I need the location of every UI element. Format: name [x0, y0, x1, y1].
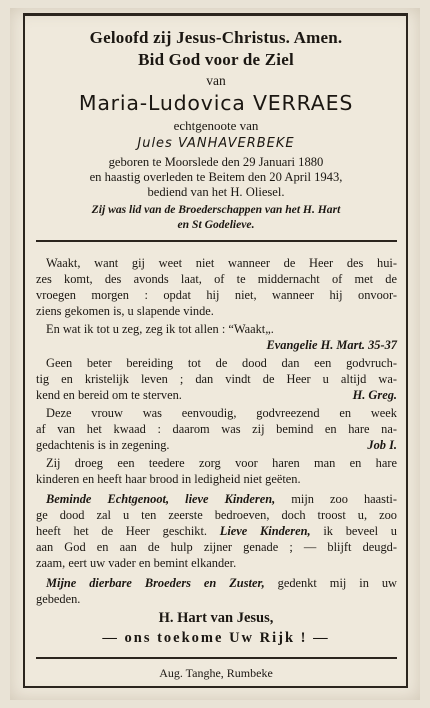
top-border: [23, 13, 408, 16]
header-van: van: [206, 73, 226, 88]
printer-credit: Aug. Tanghe, Rumbeke: [159, 666, 273, 680]
p6-italic-a: Beminde Echtgenoot, lieve Kinderen,: [46, 492, 276, 506]
p3-line: kend en bereid om te sterven.: [36, 388, 182, 402]
death-line: en haastig overleden te Beitem den 20 April 1943,: [89, 170, 343, 184]
p6-line: aan God en aan de hulp zijner genade ; — blijft deugd-: [36, 540, 397, 554]
closing-line-2: — ons toekome Uw Rijk ! —: [102, 630, 330, 646]
p6-line-3: [36, 523, 397, 539]
p6-line3-b: ik beveel u: [310, 524, 397, 538]
right-border: [406, 13, 408, 688]
p5-line: kinderen en heeft haar brood in ledigheid niet geëten.: [36, 472, 301, 486]
p6-line: ge dood zal u ten zeerste bedroeven, doch troost u, zoo: [36, 508, 397, 522]
p3-line: tig en kristelijk leven ; dan vindt de Heer u altijd wa-: [36, 372, 397, 386]
p7-line-1: [36, 575, 397, 591]
bottom-border: [23, 686, 408, 688]
header-line-1: Geloofd zij Jesus-Christus. Amen.: [89, 28, 343, 47]
left-border: [23, 13, 25, 688]
paragraph-5: [36, 455, 397, 487]
p4-line: Deze vrouw was eenvoudig, godvreezend en week: [46, 406, 397, 420]
husband-name: Jules VANHAVERBEKE: [137, 136, 295, 151]
paragraph-1: [36, 255, 397, 319]
p1-line: zes komt, des avonds laat, of te middernacht of met de: [36, 272, 397, 286]
p7-italic: Mijne dierbare Broeders en Zuster,: [46, 576, 265, 590]
p6-line: zaam, eert uw vader en bemint elkander.: [36, 556, 237, 570]
p4-line: af van het kwaad : daarom was zij bemind en hare na-: [36, 422, 397, 436]
paragraph-2: En wat ik tot u zeg, zeg ik tot allen : “Waakt„.: [46, 322, 274, 336]
spouse-of-label: echtgenoote van: [173, 118, 259, 133]
closing-line-1: H. Hart van Jesus,: [158, 610, 274, 626]
p5-line: Zij droeg een teedere zorg voor haren man en hare: [46, 456, 397, 470]
p6-line3-a: heeft het de Heer geschikt.: [36, 524, 220, 538]
p7-line: gebeden.: [36, 592, 81, 606]
p3-line: Geen beter bereiding tot de dood dan een godvruch-: [46, 356, 397, 370]
membership-line-2: en St Godelieve.: [177, 218, 255, 231]
p2-source: Evangelie H. Mart. 35-37: [266, 338, 397, 352]
paragraph-7: [36, 575, 397, 607]
divider-top: [36, 240, 397, 242]
p6-line-1: [36, 491, 397, 507]
p6-line3-italic: Lieve Kinderen,: [219, 524, 311, 538]
membership-line-1: Zij was lid van de Broederschappen van het H. Hart: [91, 203, 341, 216]
p4-source: Job I.: [367, 438, 397, 452]
birth-line: geboren te Moorslede den 29 Januari 1880: [108, 155, 324, 169]
p1-line: ziens gekomen is, u slapende vinde.: [36, 304, 214, 318]
header-line-2: Bid God voor de Ziel: [138, 50, 294, 69]
p1-line: Waakt, want gij weet niet wanneer de Heer des hui-: [46, 256, 397, 270]
p4-line: gedachtenis is in zegening.: [36, 438, 170, 452]
p7-rest: gedenkt mij in uw: [264, 576, 397, 590]
divider-bottom: [36, 657, 397, 659]
sacrament-line: bediend van het H. Oliesel.: [147, 185, 285, 199]
p3-source: H. Greg.: [352, 388, 397, 402]
deceased-name: Maria-Ludovica VERRAES: [78, 91, 354, 115]
p1-line: vroegen morgen : opdat hij niet, wanneer hij onvoor-: [36, 288, 397, 302]
p6-rest-a: mijn zoo haasti-: [275, 492, 397, 506]
paragraph-6: [36, 491, 397, 571]
